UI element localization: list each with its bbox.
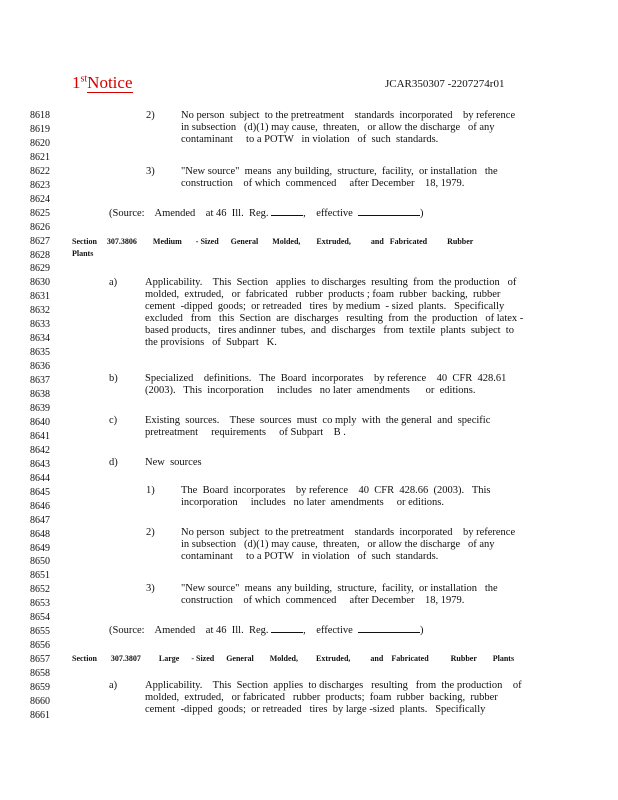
section-heading: Plants [72,249,94,258]
paragraph-line: (2003). This incorporation includes no later amendments or editions. [145,385,476,396]
paragraph-line: cement -dipped goods; or retreaded tires by medium - sized plants. Specifically [145,301,505,312]
paragraph-line: Existing sources. These sources must co mply with the general and specific [145,415,491,426]
line-number: 8623 [30,179,50,191]
line-number: 8622 [30,165,50,177]
line-number: 8631 [30,291,50,303]
line-number: 8624 [30,193,50,205]
item-label: c) [109,415,118,426]
line-number: 8643 [30,458,50,470]
line-number: 8654 [30,612,50,624]
line-number: 8661 [30,709,50,721]
line-number: 8657 [30,654,50,665]
paragraph-line: in subsection (d)(1) may cause, threaten, or allow the discharge of any [181,539,495,550]
line-number: 8629 [30,263,50,275]
paragraph-line: No person subject to the pretreatment standards incorporated by reference [181,110,516,121]
line-number: 8638 [30,389,50,400]
paragraph-line: Applicability. This Section applies to discharges resulting from the production of [145,680,522,691]
line-number: 8625 [30,207,50,219]
line-number: 8628 [30,249,50,261]
line-number: 8634 [30,333,50,345]
line-number: 8647 [30,514,50,526]
paragraph-line: Applicability. This Section applies to discharges resulting from the production of [145,277,517,288]
notice-heading: 1stNotice [72,73,133,92]
section-heading: Section 307.3807 Large - Sized General Molded, Extruded, and Fabricated Rubber Plants [72,654,515,663]
line-number: 8619 [30,124,50,135]
paragraph-line: contaminant to a POTW in violation of such standards. [181,134,439,145]
paragraph-line: "New source" means any building, structure, facility, or installation the [181,583,498,594]
paragraph-line: based products, tires andinner tubes, and discharges from textile plants subject to [145,325,514,336]
line-number: 8630 [30,277,50,289]
line-number: 8618 [30,110,50,121]
line-number: 8648 [30,528,50,540]
source-note: (Source: Amended at 46 Ill. Reg. , effective ) [109,625,424,636]
source-note: (Source: Amended at 46 Ill. Reg. , effective ) [109,208,424,219]
item-label: b) [109,373,118,384]
paragraph-line: The Board incorporates by reference 40 CFR 428.66 (2003). This [181,485,491,496]
line-number: 8641 [30,430,50,442]
item-label: a) [109,277,118,288]
item-label: 1) [146,485,155,496]
paragraph-line: construction of which commenced after December 18, 1979. [181,178,465,189]
line-number: 8660 [30,695,50,707]
line-number: 8627 [30,235,50,247]
line-number: 8659 [30,681,50,693]
paragraph-line: molded, extruded, or fabricated rubber products ; foam rubber backing, rubber [145,289,501,300]
line-number: 8653 [30,598,50,610]
paragraph-line: New sources [145,457,202,468]
line-number: 8655 [30,626,50,638]
paragraph-line: incorporation includes no later amendments or editions. [181,497,445,508]
item-label: 3) [146,166,155,177]
line-number: 8639 [30,402,50,414]
line-number: 8650 [30,556,50,568]
line-number: 8636 [30,361,50,373]
item-label: d) [109,457,118,468]
paragraph-line: molded, extruded, or fabricated rubber products; foam rubber backing, rubber [145,692,498,703]
paragraph-line: "New source" means any building, structure, facility, or installation the [181,166,498,177]
item-label: 2) [146,110,155,121]
line-number: 8645 [30,486,50,498]
paragraph-line: excluded from this Section are discharges resulting from the production of latex - [145,313,524,324]
paragraph-line: the provisions of Subpart K. [145,337,277,348]
line-number: 8658 [30,668,50,679]
line-number: 8626 [30,221,50,233]
line-number: 8642 [30,444,50,456]
line-number: 8646 [30,500,50,512]
paragraph-line: pretreatment requirements of Subpart B . [145,427,346,438]
item-label: 2) [146,527,155,538]
paragraph-line: cement -dipped goods; or retreaded tires by large -sized plants. Specifically [145,704,486,715]
document-code: JCAR350307 -2207274r01 [385,78,505,90]
line-number: 8644 [30,472,50,484]
item-label: 3) [146,583,155,594]
line-number: 8656 [30,640,50,652]
line-number: 8633 [30,319,50,331]
paragraph-line: construction of which commenced after December 18, 1979. [181,595,465,606]
line-number: 8649 [30,542,50,554]
paragraph-line: contaminant to a POTW in violation of such standards. [181,551,439,562]
item-label: a) [109,680,118,691]
paragraph-line: Specialized definitions. The Board incorporates by reference 40 CFR 428.61 [145,373,507,384]
line-number: 8651 [30,570,50,582]
paragraph-line: No person subject to the pretreatment standards incorporated by reference [181,527,516,538]
line-number: 8632 [30,305,50,317]
line-number: 8640 [30,416,50,428]
line-number: 8652 [30,584,50,596]
section-heading: Section 307.3806 Medium - Sized General Molded, Extruded, and Fabricated Rubber [72,237,474,246]
line-number: 8621 [30,151,50,163]
line-number: 8637 [30,375,50,387]
paragraph-line: in subsection (d)(1) may cause, threaten, or allow the discharge of any [181,122,495,133]
line-number: 8620 [30,137,50,149]
line-number: 8635 [30,347,50,359]
